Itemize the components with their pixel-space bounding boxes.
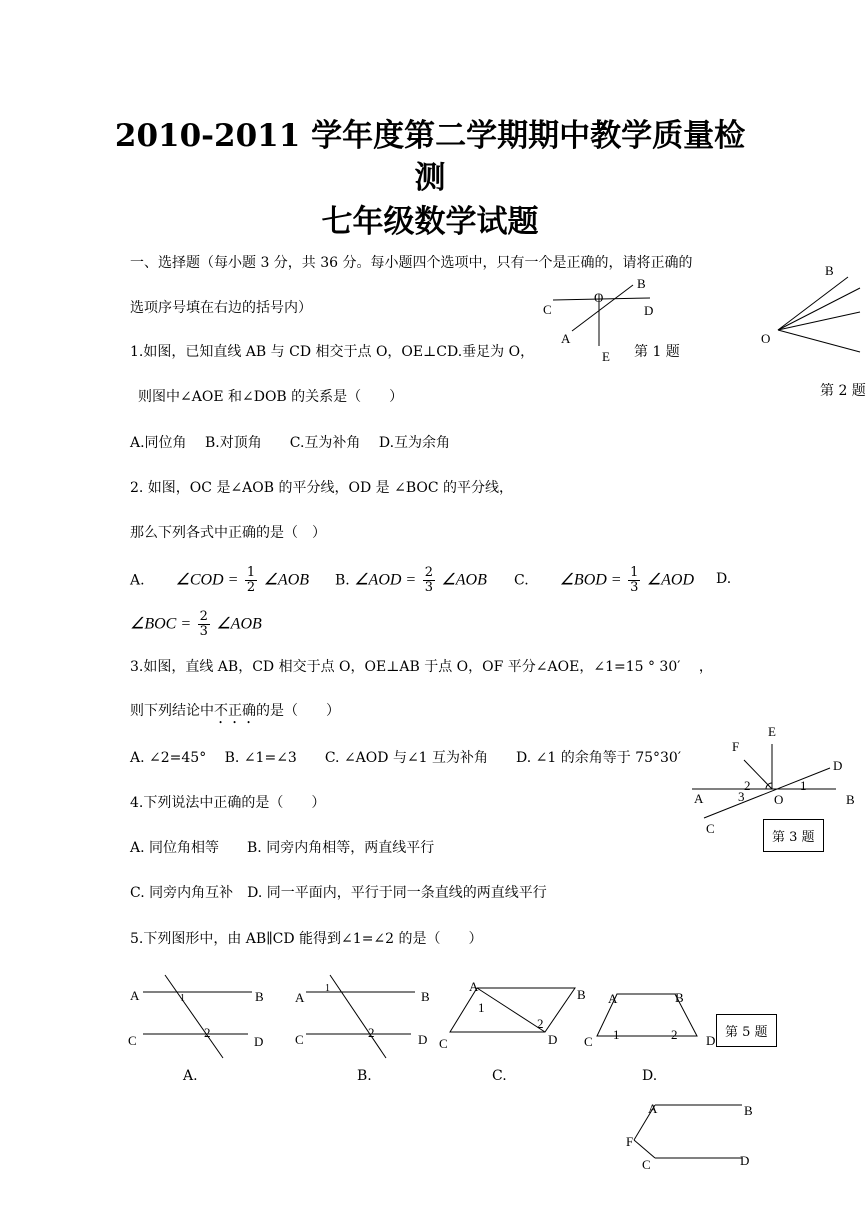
q2-option-b: B. ∠AOD = $\frac{2}{3}$ ∠AOB bbox=[335, 565, 487, 595]
fig3-label-c: C bbox=[706, 821, 715, 836]
emphasis-text: 不正确 bbox=[214, 703, 256, 719]
q3-options: A. ∠2=45° B. ∠1=∠3 C. ∠AOD 与∠1 互为补角 D. ∠1 的余角等于 75°30′ bbox=[130, 750, 682, 766]
q2-stem-cont: 那么下列各式中正确的是（ ） bbox=[130, 525, 326, 541]
q2-option-d: D. bbox=[716, 571, 732, 587]
q1-stem-cont: 则图中∠AOE 和∠DOB 的关系是（ ） bbox=[138, 389, 404, 405]
fraction: $\frac{1}{3}$ bbox=[630, 565, 639, 595]
q5-stem: 5.下列图形中，由 AB∥CD 能得到∠1=∠2 的是（ ） bbox=[130, 931, 483, 947]
fig3-label-2: 2 bbox=[744, 778, 751, 793]
fig5a-label-2: 2 bbox=[204, 1025, 211, 1040]
fig5d-label-a: A bbox=[608, 991, 618, 1006]
fig1-label-a: A bbox=[561, 331, 571, 346]
fig2-label-o: O bbox=[761, 331, 771, 346]
q2-option-d-expr: ∠BOC = $\frac{2}{3}$ ∠AOB bbox=[130, 609, 262, 639]
fig5c-label-a: A bbox=[469, 979, 479, 994]
fig5-option-c: C. bbox=[492, 1068, 507, 1084]
fig3-label-e: E bbox=[768, 724, 776, 739]
fig3-label-d: D bbox=[833, 758, 843, 773]
fig5b-label-a: A bbox=[295, 990, 305, 1005]
fig5d-label-d: D bbox=[706, 1033, 716, 1048]
figb-label-b: B bbox=[744, 1103, 753, 1118]
fig5a-label-d: D bbox=[254, 1034, 264, 1049]
fig2-caption: 第 2 题 bbox=[820, 383, 866, 399]
fig3-caption-box: 第 3 题 bbox=[763, 819, 824, 852]
fig1-label-d: D bbox=[644, 303, 654, 318]
figure-3 bbox=[692, 744, 836, 818]
title-line-1: 2010-2011 学年度第二学期期中教学质量检 bbox=[114, 118, 746, 154]
section-heading: 一、选择题（每小题 3 分，共 36 分。每小题四个选项中，只有一个是正确的，请将正确的 bbox=[130, 255, 693, 271]
fig5d-label-c: C bbox=[584, 1034, 593, 1049]
fig5c-label-b: B bbox=[577, 987, 586, 1002]
q2-option-c: C. ∠BOD = $\frac{1}{3}$ ∠AOD bbox=[514, 565, 695, 595]
figb-label-d: D bbox=[740, 1153, 750, 1168]
fig5-option-d: D. bbox=[642, 1068, 658, 1084]
fig1-label-o: O bbox=[594, 290, 604, 305]
fig2-label-b: B bbox=[825, 263, 834, 278]
fig5b-label-c: C bbox=[295, 1032, 304, 1047]
fig5d-label-1: 1 bbox=[613, 1027, 620, 1042]
figure-5b bbox=[306, 975, 415, 1058]
fig5a-label-a: A bbox=[130, 988, 140, 1003]
fig3-label-o: O bbox=[774, 792, 784, 807]
fraction: $\frac{2}{3}$ bbox=[199, 609, 208, 639]
fig1-label-e: E bbox=[602, 349, 610, 364]
q4-stem: 4.下列说法中正确的是（ ） bbox=[130, 795, 326, 811]
fig5a-label-c: C bbox=[128, 1033, 137, 1048]
fraction: $\frac{1}{2}$ bbox=[246, 565, 256, 595]
q4-options-2: C. 同旁内角互补 D. 同一平面内，平行于同一条直线的两直线平行 bbox=[130, 885, 547, 901]
q3-stem-cont: 则下列结论中不正确的是（ ） bbox=[130, 703, 340, 719]
fig5d-label-b: B bbox=[675, 990, 684, 1005]
q3-stem: 3.如图，直线 AB，CD 相交于点 O，OE⊥AB 于点 O，OF 平分∠AOE，∠1=15 ° 30′ ， bbox=[130, 659, 713, 675]
figure-5a bbox=[143, 975, 252, 1058]
fig5-option-a: A. bbox=[183, 1068, 198, 1084]
fig5d-label-2: 2 bbox=[671, 1027, 678, 1042]
fig5-option-b: B. bbox=[357, 1068, 372, 1084]
fig3-label-b: B bbox=[846, 792, 855, 807]
fig3-label-f: F bbox=[732, 739, 740, 754]
fraction: $\frac{2}{3}$ bbox=[424, 565, 433, 595]
fig5c-label-d: D bbox=[548, 1032, 558, 1047]
title-line-3: 七年级数学试题 bbox=[321, 204, 539, 240]
fig1-caption: 第 1 题 bbox=[634, 344, 680, 360]
fig5b-label-1: 1 bbox=[325, 983, 330, 994]
q2-option-a: A. ∠COD = $\frac{1}{2}$ ∠AOB bbox=[130, 565, 310, 595]
q1-stem: 1.如图，已知直线 AB 与 CD 相交于点 O，OE⊥CD.垂足为 O， bbox=[130, 344, 535, 360]
figb-label-c: C bbox=[642, 1157, 651, 1172]
q2-stem: 2. 如图，OC 是∠AOB 的平分线，OD 是 ∠BOC 的平分线， bbox=[130, 480, 514, 496]
q4-options-1: A. 同位角相等 B. 同旁内角相等，两直线平行 bbox=[130, 840, 435, 856]
figb-label-f: F bbox=[626, 1134, 634, 1149]
section-heading-cont: 选项序号填在右边的括号内） bbox=[130, 300, 312, 316]
fig5-caption-box: 第 5 题 bbox=[716, 1014, 777, 1047]
q1-options: A.同位角 B.对顶角 C.互为补角 D.互为余角 bbox=[130, 435, 451, 451]
title-line-2: 测 bbox=[414, 160, 446, 196]
fig5b-label-d: D bbox=[418, 1032, 428, 1047]
fig5a-label-b: B bbox=[255, 989, 264, 1004]
fig5c-label-c: C bbox=[439, 1036, 448, 1051]
fig5c-label-2: 2 bbox=[537, 1016, 544, 1031]
fig5b-label-2: 2 bbox=[368, 1025, 375, 1040]
fig1-label-b: B bbox=[637, 276, 646, 291]
fig5b-label-b: B bbox=[421, 989, 430, 1004]
fig1-label-c: C bbox=[543, 302, 552, 317]
fig5c-label-1: 1 bbox=[478, 1000, 485, 1015]
figure-2 bbox=[778, 277, 860, 352]
fig5a-label-1: 1 bbox=[180, 993, 185, 1004]
fig3-label-3: 3 bbox=[738, 789, 745, 804]
fig3-label-1: 1 bbox=[800, 778, 807, 793]
figb-label-a: A bbox=[648, 1101, 658, 1116]
fig3-label-a: A bbox=[694, 791, 704, 806]
